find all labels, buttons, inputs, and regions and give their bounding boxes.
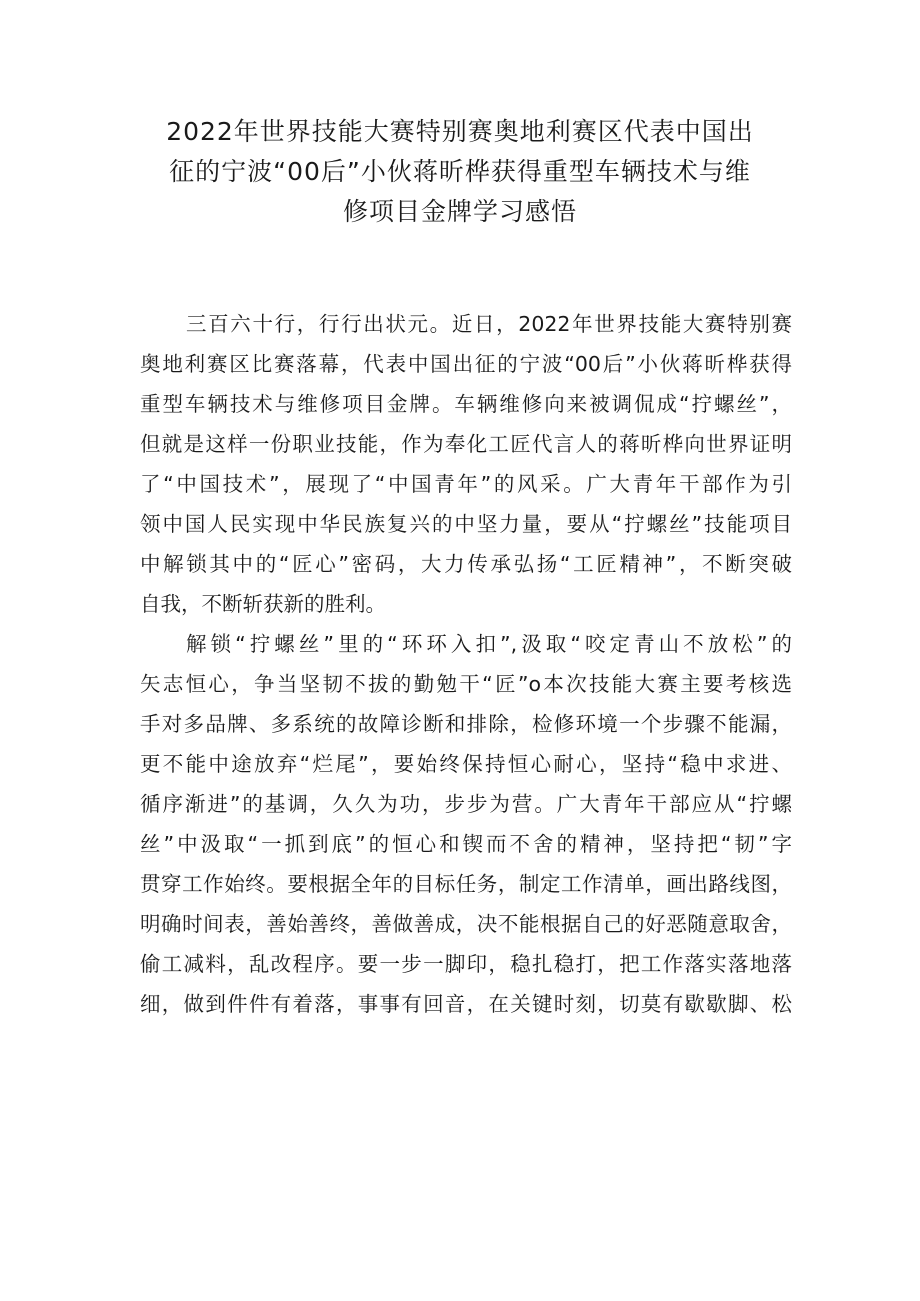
- text-line: 手对多品牌、多系统的故障诊断和排除，检修环境一个步骤不能漏，: [140, 712, 792, 736]
- title-line: 2022年世界技能大赛特别赛奥地利赛区代表中国出: [166, 117, 754, 146]
- paragraph-2: [140, 624, 792, 1024]
- text-line: 领中国人民实现中华民族复兴的中坚力量，要从“拧螺丝”技能项目: [140, 512, 792, 536]
- title-line: 修项目金牌学习感悟: [342, 197, 577, 226]
- paragraph-1: [140, 304, 792, 624]
- text-line: 丝”中汲取“一抓到底”的恒心和锲而不舍的精神，坚持把“韧”字: [140, 832, 792, 856]
- document-title: [120, 112, 800, 232]
- text-line: 自我，不断斩获新的胜利。: [140, 592, 386, 616]
- text-line: 解锁“拧螺丝”里的“环环入扣”,汲取“咬定青山不放松”的: [186, 632, 792, 656]
- title-line: 征的宁波“00后”小伙蒋昕桦获得重型车辆技术与维: [169, 157, 751, 186]
- text-line: 奥地利赛区比赛落幕，代表中国出征的宁波“00后”小伙蒋昕桦获得: [140, 352, 792, 376]
- text-line: 明确时间表，善始善终，善做善成，决不能根据自己的好恶随意取舍，: [140, 912, 792, 936]
- text-line: 三百六十行，行行出状元。近日，2022年世界技能大赛特别赛: [186, 312, 792, 336]
- text-line: 偷工减料，乱改程序。要一步一脚印，稳扎稳打，把工作落实落地落: [140, 952, 792, 976]
- text-line: 矢志恒心，争当坚韧不拔的勤勉干“匠”o本次技能大赛主要考核选: [140, 672, 792, 696]
- text-line: 循序渐进”的基调，久久为功，步步为营。广大青年干部应从“拧螺: [140, 792, 792, 816]
- text-line: 重型车辆技术与维修项目金牌。车辆维修向来被调侃成“拧螺丝”，: [140, 392, 792, 416]
- document-body: [140, 304, 792, 1024]
- text-line: 细，做到件件有着落，事事有回音，在关键时刻，切莫有歇歇脚、松: [140, 992, 792, 1016]
- text-line: 贯穿工作始终。要根据全年的目标任务，制定工作清单，画出路线图，: [140, 872, 792, 896]
- text-line: 但就是这样一份职业技能，作为奉化工匠代言人的蒋昕桦向世界证明: [140, 432, 792, 456]
- text-line: 更不能中途放弃“烂尾”，要始终保持恒心耐心，坚持“稳中求进、: [140, 752, 792, 776]
- text-line: 了“中国技术”，展现了“中国青年”的风采。广大青年干部作为引: [140, 472, 792, 496]
- text-line: 中解锁其中的“匠心”密码，大力传承弘扬“工匠精神”，不断突破: [140, 552, 792, 576]
